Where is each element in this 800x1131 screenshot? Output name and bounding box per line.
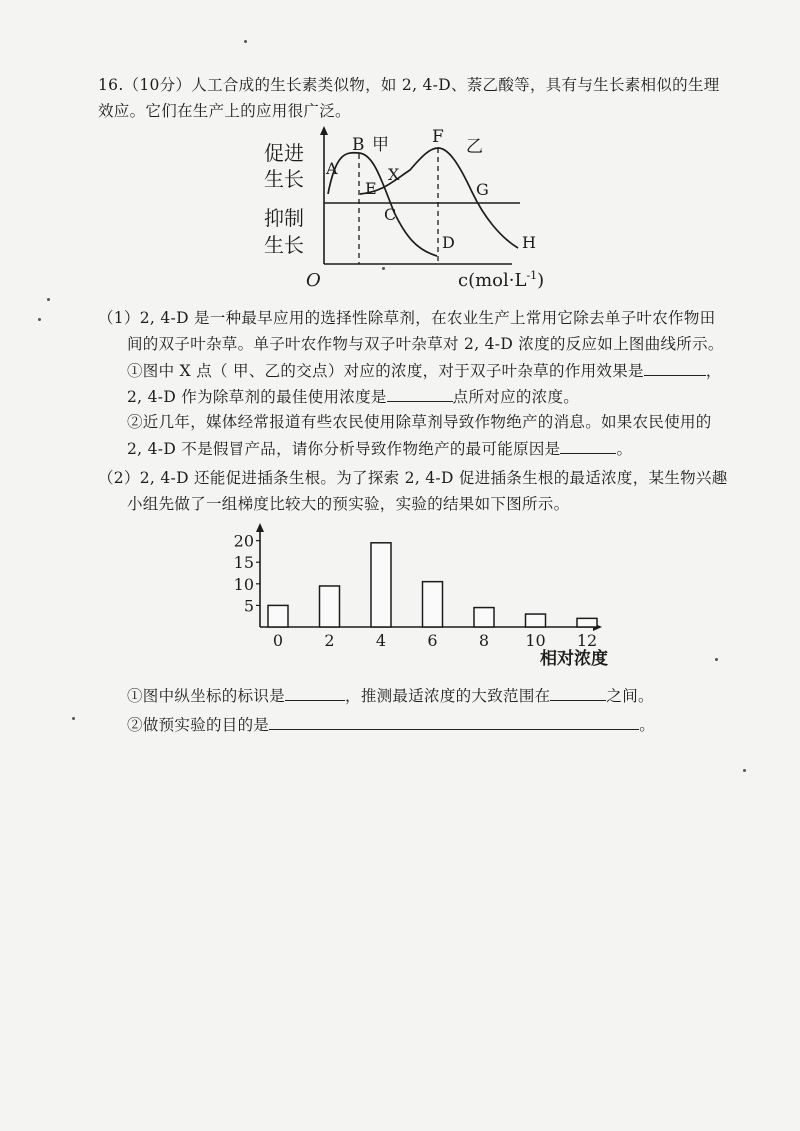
y-label-promote-2: 生长 — [264, 167, 304, 191]
x-tick-label-2: 2 — [324, 631, 335, 650]
question-intro-line2: 效应。它们在生产上的应用很广泛。 — [98, 102, 351, 120]
answer-blank-y-label[interactable] — [285, 684, 345, 701]
point-label-e: E — [365, 179, 377, 198]
point-label-b: B — [352, 135, 365, 155]
bar-chart-x-label: 相对浓度 — [540, 649, 608, 669]
answer-blank-optimal-range[interactable] — [550, 684, 606, 701]
part1-q1b-text: 2, 4-D 作为除草剂的最佳使用浓度是 — [127, 388, 387, 406]
scan-speck — [743, 769, 746, 772]
part1-q2-tail: 。 — [616, 440, 633, 458]
x-tick-label-0: 0 — [272, 631, 284, 650]
scan-speck — [72, 717, 75, 720]
part1-q1-line2 — [127, 385, 579, 408]
origin-label: O — [306, 270, 321, 291]
point-label-a: A — [326, 159, 338, 178]
y-label-promote-1: 促进 — [264, 141, 304, 165]
part1-q1-comma: ， — [705, 362, 722, 380]
curve-label-jia: 甲 — [372, 135, 389, 155]
scan-speck — [47, 298, 50, 301]
rooting-bar-chart — [228, 522, 648, 672]
scan-speck — [244, 40, 247, 43]
part2-q2 — [127, 713, 655, 736]
bar-6 — [423, 582, 443, 627]
part1-q1b-tail: 点所对应的浓度。 — [452, 388, 580, 406]
x-axis-label: $c(mol\cdot L^{-1})$ — [458, 269, 545, 291]
part1-q2-line2 — [127, 437, 632, 460]
y-tick-label-20: 20 — [233, 531, 254, 551]
point-label-h: H — [522, 233, 536, 252]
part1-q1-line1 — [127, 359, 722, 382]
bar-2 — [320, 586, 340, 627]
bar-chart-x-ticks — [273, 631, 597, 650]
y-label-inhibit-2: 生长 — [264, 233, 304, 257]
bar-chart-y-ticks — [234, 532, 260, 616]
part1-q2-line1: ②近几年，媒体经常报道有些农民使用除草剂导致作物绝产的消息。如果农民使用的 — [127, 413, 712, 431]
bar-chart-bars — [268, 543, 597, 627]
bar-chart-y-arrow — [256, 523, 264, 532]
x-tick-label-10: 10 — [525, 631, 546, 650]
part2-line2: 小组先做了一组梯度比较大的预实验，实验的结果如下图所示。 — [127, 495, 570, 513]
curve-label-yi: 乙 — [466, 137, 483, 157]
y-axis-arrow — [320, 126, 328, 135]
scan-speck — [38, 318, 41, 321]
bar-0 — [268, 605, 288, 627]
y-tick-label-10: 10 — [233, 574, 254, 594]
part2-q1-mid: ，推测最适浓度的大致范围在 — [345, 687, 551, 705]
bar-8 — [474, 608, 494, 627]
response-curve-figure — [262, 122, 592, 294]
part2-q1 — [127, 684, 654, 707]
part2-q1-text: ①图中纵坐标的标识是 — [127, 687, 286, 705]
y-label-inhibit-1: 抑制 — [264, 206, 304, 230]
x-tick-label-12: 12 — [576, 631, 598, 650]
answer-blank-cause[interactable] — [560, 437, 616, 454]
x-tick-label-8: 8 — [478, 631, 490, 650]
part1-q2-text: 2, 4-D 不是假冒产品，请你分析导致作物绝产的最可能原因是 — [127, 440, 561, 458]
point-label-c: C — [384, 205, 397, 224]
part1-line2: 间的双子叶杂草。单子叶农作物与双子叶杂草对 2, 4-D 浓度的反应如上图曲线所示。 — [127, 335, 724, 353]
part2-q2-text: ②做预实验的目的是 — [127, 716, 270, 734]
part1-line1: （1）2, 4-D 是一种最早应用的选择性除草剂，在农业生产上常用它除去单子叶农作物田 — [98, 309, 716, 327]
part2-q2-tail: 。 — [639, 716, 656, 734]
scan-speck — [715, 658, 718, 661]
curve-jia — [328, 153, 437, 256]
part2-line1: （2）2, 4-D 还能促进插条生根。为了探索 2, 4-D 促进插条生根的最适浓度，某生物兴趣 — [98, 469, 728, 487]
bar-4 — [371, 543, 391, 627]
answer-blank-x-effect[interactable] — [644, 359, 706, 376]
point-label-f: F — [432, 127, 444, 147]
curve-yi — [360, 148, 518, 248]
answer-blank-best-concentration[interactable] — [387, 385, 453, 402]
scan-speck — [382, 267, 385, 270]
x-tick-label-6: 6 — [427, 631, 438, 650]
part1-q1-text: ①图中 X 点（ 甲、乙的交点）对应的浓度，对于双子叶杂草的作用效果是 — [127, 362, 644, 380]
bar-12 — [577, 618, 597, 627]
answer-blank-purpose[interactable] — [269, 713, 639, 730]
point-label-x: X — [388, 165, 400, 184]
point-label-g: G — [476, 180, 489, 199]
x-tick-label-4: 4 — [375, 631, 387, 650]
point-label-d: D — [442, 233, 455, 252]
y-tick-label-5: 5 — [243, 596, 254, 616]
part2-q1-tail: 之间。 — [606, 687, 654, 705]
bar-10 — [526, 614, 546, 627]
y-tick-label-15: 15 — [233, 553, 254, 573]
question-intro-line1: 16.（10分）人工合成的生长素类似物，如 2, 4-D、萘乙酸等，具有与生长素相似的生理 — [98, 76, 720, 94]
